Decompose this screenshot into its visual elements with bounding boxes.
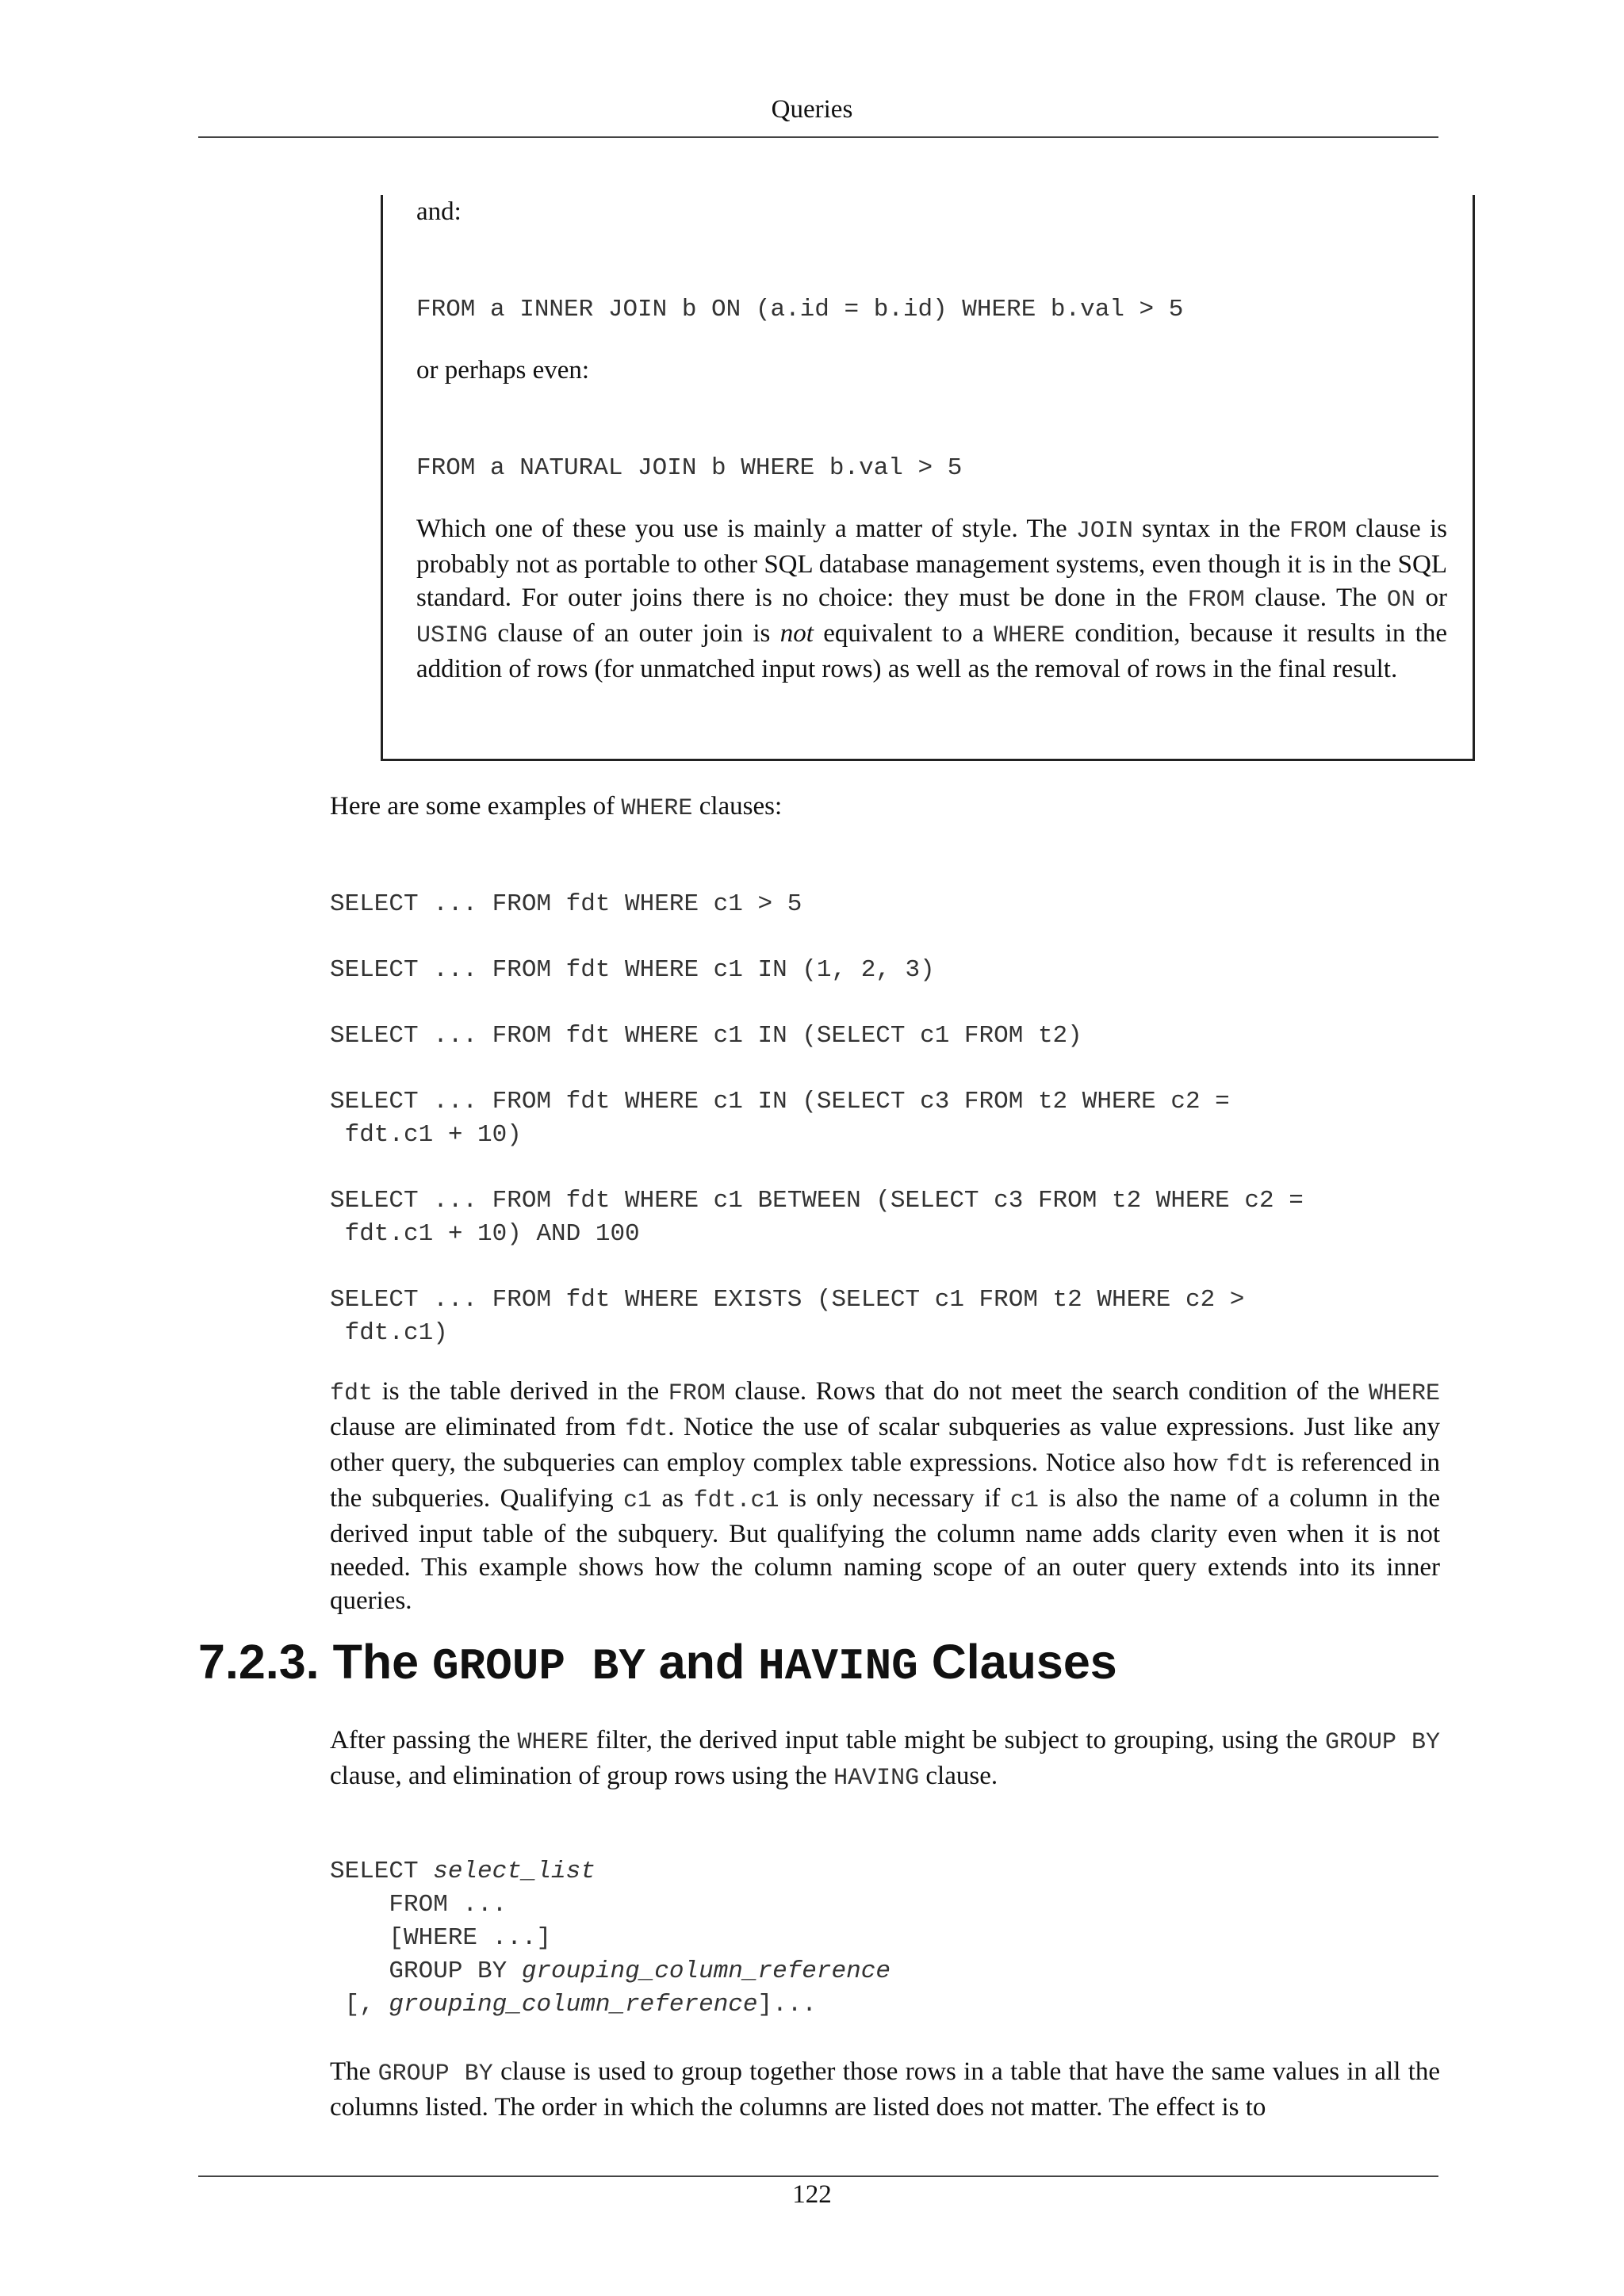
group-by-syntax: SELECT select_list FROM ... [WHERE ...] GROUP BY grouping_column_reference [, grouping_column_reference]...	[330, 1858, 891, 2019]
example-code-3: SELECT ... FROM fdt WHERE c1 IN (SELECT c1 FROM t2)	[330, 1022, 1082, 1050]
note-code-natural-join: FROM a NATURAL JOIN b WHERE b.val > 5	[416, 454, 963, 482]
footer-rule	[198, 2175, 1438, 2177]
note-and-text: and:	[416, 197, 462, 226]
header-rule	[198, 136, 1438, 138]
page-number: 122	[792, 2180, 832, 2209]
example-code-5: SELECT ... FROM fdt WHERE c1 BETWEEN (SELECT c3 FROM t2 WHERE c2 = fdt.c1 + 10) AND 100	[330, 1187, 1304, 1248]
section-heading: 7.2.3. The GROUP BY and HAVING Clauses	[198, 1635, 1117, 1692]
explanation-paragraph: fdt is the table derived in the FROM clause. Rows that do not meet the search condition of the WHERE clause are eliminated from fdt. Notice the use of scalar subqueries as value expressions. Just like any other query, the subqueries can employ complex table expressions. Notice also how fdt is referenced in the subqueries. Qualifying c1 as fdt.c1 is only necessary if c1 is also the name of a column in the derived input table of the subquery. But qualifying the column name adds clarity even when it is not needed. This example shows how the column naming scope of an outer query extends into its inner queries.	[330, 1377, 1440, 1615]
group-by-intro-paragraph: After passing the WHERE filter, the derived input table might be subject to grouping, using the GROUP BY clause, and elimination of group rows using the HAVING clause.	[330, 1726, 1440, 1792]
group-by-paragraph: The GROUP BY clause is used to group together those rows in a table that have the same values in all the columns listed. The order in which the columns are listed does not matter. The effect is to	[330, 2057, 1441, 2122]
note-code-inner-join: FROM a INNER JOIN b ON (a.id = b.id) WHERE b.val > 5	[416, 296, 1184, 323]
example-code-1: SELECT ... FROM fdt WHERE c1 > 5	[330, 890, 802, 918]
example-code-2: SELECT ... FROM fdt WHERE c1 IN (1, 2, 3)	[330, 956, 935, 984]
example-code-4: SELECT ... FROM fdt WHERE c1 IN (SELECT c3 FROM t2 WHERE c2 = fdt.c1 + 10)	[330, 1088, 1230, 1149]
running-header: Queries	[771, 95, 853, 124]
note-paragraph: Which one of these you use is mainly a matter of style. The JOIN syntax in the FROM clause is probably not as portable to other SQL database management systems, even though it is in the SQL standard. For outer joins there is no choice: they must be done in the FROM clause. The ON or USING clause of an outer join is not equivalent to a WHERE condition, because it results in the addition of rows (for unmatched input rows) as well as the removal of rows in the final result.	[416, 515, 1447, 683]
note-or-perhaps-text: or perhaps even:	[416, 356, 590, 385]
examples-intro: Here are some examples of WHERE clauses:	[330, 792, 783, 822]
example-code-6: SELECT ... FROM fdt WHERE EXISTS (SELECT c1 FROM t2 WHERE c2 > fdt.c1)	[330, 1286, 1245, 1347]
